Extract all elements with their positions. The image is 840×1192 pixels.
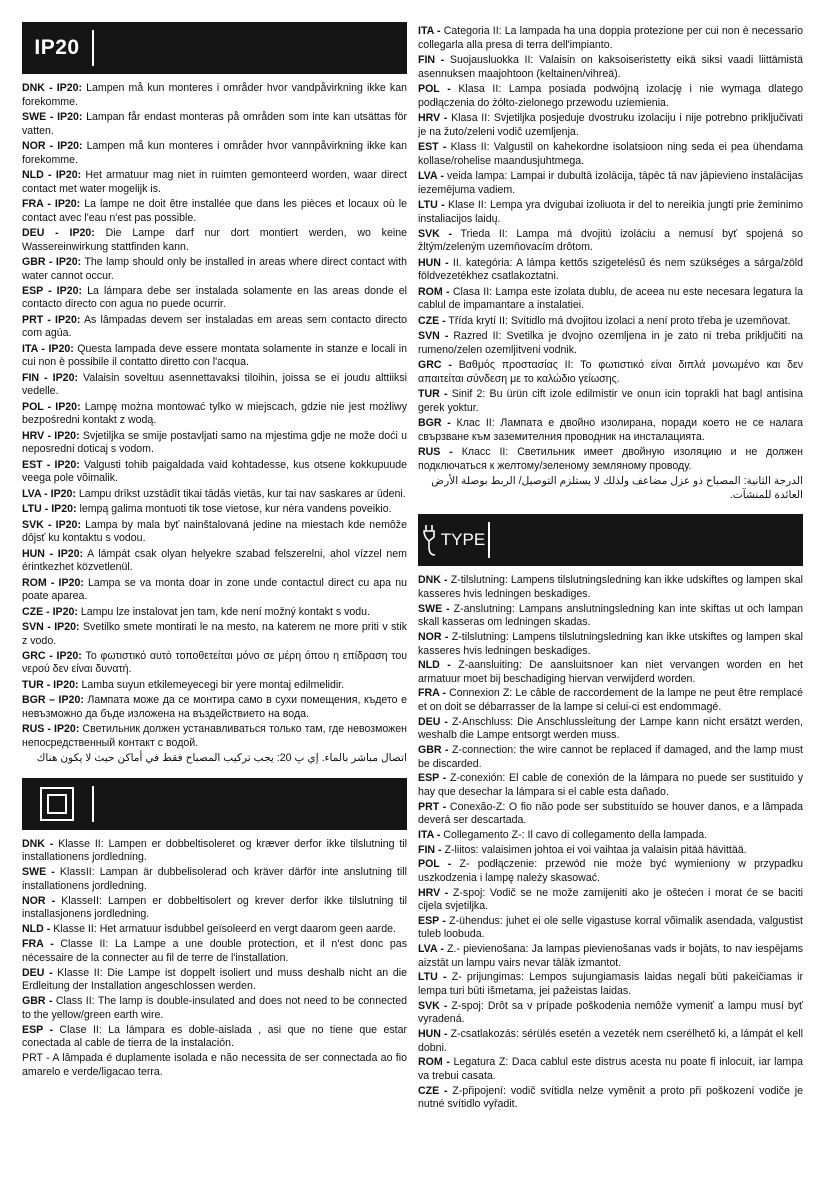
country-code: PRT - [22,1052,50,1065]
country-code: POL - [418,82,451,95]
entry-text: Class II: The lamp is double-insulated and does not need to be connected to the yellow/green earth wire. [22,995,407,1021]
entry-text: Klass II: Valgustil on kahekordne isolatsioon ning seda ei pea ühendama kollase/rohelise maandusjuhtmega. [418,140,803,167]
country-code: GRC - [418,359,452,372]
country-code: DEU - [418,715,448,728]
entry-text: Z-spoj: Drôt sa v prípade poškodenia nemôže vymeniť a lampu musí byť vyradená. [418,999,803,1026]
country-code: NLD - [22,923,51,936]
entry-text: Lampen må kun monteres i områder hvor vannpåvirkning ikke kan forekomme. [22,139,408,166]
entry-text: II. kategória: A lámpa kettős szigetelésű és nem szükséges a sárga/zöld földvezetékhez csatlakoztatni. [418,256,803,283]
entry-text: Conexão-Z: O fio não pode ser substituído se houver danos, e a lâmpada deverá ser descartada. [418,800,803,827]
entry-text: Z-tilslutning: Lampens tilslutningsledning kan ikke udskiftes og lampen skal kasseres hvis ledningen beskadiges. [418,574,803,600]
entry-text: Z-ühendus: juhet ei ole selle vigastuse korral võimalik asendada, valgustist tuleb loobuda. [418,914,803,941]
list-item [418,574,803,601]
list-item [22,111,407,138]
list-item [22,459,407,486]
list-item [418,330,803,357]
country-code: POL - IP20: [22,400,81,413]
country-code: ROM - IP20: [22,576,84,589]
list-item [418,359,803,386]
country-code: LTU - IP20: [22,503,77,516]
entry-text: Клас II: Лампата е двойно изолирана, поради което не се налага свързване към заземителния проводник на инсталацията. [418,417,804,443]
ip20-label: IP20 [34,36,80,59]
country-code: HRV - IP20: [22,429,80,442]
right-column [418,25,803,1113]
country-code: EST - IP20: [22,458,80,471]
entry-text: Suojausluokka II: Valaisin on kaksoiseristetty eikä siksi vaadi liittämistä asennuksen maajohtoon (keltainen/vihreä). [418,53,803,80]
list-item [22,995,407,1022]
list-item [22,723,407,750]
country-code: DEU - [22,966,53,979]
list-item [22,1024,407,1051]
country-code: HUN - [418,1027,448,1040]
country-code: ESP - [418,772,447,785]
country-code: GBR - [22,995,53,1008]
list-item [418,943,803,970]
list-item [22,285,407,312]
entry-text: Z.- pievienošana: Ja lampas pievienošanas vads ir bojāts, to nav iespējams aizstāt un lampu vairs nevar tālāk izmantot. [418,943,803,969]
entry-text: Лампата може да се монтира само в сухи помещения, където е невъзможно да бъде изложена на въздействието на вода. [22,694,407,720]
country-code: ROM - [418,1056,450,1069]
entry-text: Lampu lze instalovat jen tam, kde není možný kontakt s vodu. [77,605,371,618]
entry-text: Lampan får endast monteras på områden som inte kan utsättas för vatten. [22,110,407,137]
country-code: FIN - IP20: [22,371,78,384]
list-item [22,227,407,254]
list-item [418,446,803,473]
list-item [22,256,407,283]
entry-text: Z- prijungimas: Lempos sujungiamasis laidas negali būti pakeičiamas ir lempa turi būti išmetama, jei pažeistas laidas. [418,971,803,997]
country-code: CZE - [418,1084,448,1097]
entry-text: Класс II: Светильник имеет двойную изоляцию и не должен подключаться к желтому/зеленому земляному проводу. [418,446,803,472]
entry-text: La lampe ne doit être installée que dans les pièces et locaux où le contact avec l'eau n'est pas possible. [22,197,407,224]
class2-list-right [418,25,803,473]
entry-text: Το φωτιστικό αυτό τοποθετείται μόνο σε μέρη όπου η επίδραση του νερού δεν είναι δυνατή. [22,649,408,676]
ip20-list [22,82,407,750]
ip20-arabic-text: اتصال مباشر بالماء. إي پ 20: يجب تركيب المصباح فقط في أماكن حيث لا يكون هناك [36,752,407,765]
list-item [418,887,803,914]
list-item [22,866,407,893]
entry-text: A lâmpada é duplamente isolada e não necessita de ser connectada ao fio amarelo e verde/ligacao terra. [22,1052,407,1078]
list-item [418,687,803,714]
list-item [418,388,803,415]
entry-text: Trieda II: Lampa má dvojitú izoláciu a nemusí byť spojená so žltým/zeleným uzemňovacím drôtom. [418,227,803,254]
entry-text: Categoria II: La lampada ha una doppia protezione per cui non è necessario collegarla alla presa di terra dell'impianto. [418,25,804,51]
country-code: ESP - IP20: [22,284,83,297]
list-item [418,915,803,942]
list-item [22,938,407,965]
country-code: LTU - [418,971,447,984]
list-item [22,923,407,937]
entry-text: Z-připojení: vodič svítidla nelze vyměnit a proto při poškození vodiče je nutné svítidlo vyřadit. [418,1084,803,1111]
list-item [22,430,407,457]
entry-text: Klasse II: Het armatuur isdubbel geïsoleerd en vergt daarom geen aarde. [50,923,396,936]
banner-divider [488,522,490,558]
country-code: HUN - IP20: [22,547,84,560]
list-item [418,631,803,658]
list-item [418,1085,803,1112]
list-item [418,83,803,110]
banner-divider [92,786,94,822]
list-item [418,228,803,255]
entry-text: Clase II: La lámpara es doble-aislada , asi que no tiene que estar conectada al cable de tierra de la instalación. [22,1023,407,1050]
country-code: EST - [418,140,447,153]
list-item [22,519,407,546]
country-code: ROM - [418,285,450,298]
list-item [22,401,407,428]
list-item [418,112,803,139]
entry-text: La lámpara debe ser instalada solamente en las areas donde el contacto directo con agua no puede ocurrir. [22,284,407,311]
entry-text: Klasse II: Die Lampe ist doppelt isoliert und muss deshalb nicht an die Erdleitung der Installation angeschlossen werden. [22,966,408,993]
entry-text: A lámpát csak olyan helyekre szabad felszerelni, ahol vízzel nem érintkezhet közvetlenül. [22,547,407,574]
entry-text: Lampa by mala byť nainštalovaná jedine na miestach kde nemôže dôjsť ku kontaktu s vodou. [22,518,407,545]
entry-text: Z-conexión: El cable de conexión de la lámpara no puede ser sustituido y hay que desechar la lámpara si el cable esta dañado. [418,772,804,798]
list-item [418,801,803,828]
entry-text: Z-tilslutning: Lampens tilslutningsledning kan ikke utskiftes og lampen skal kasseres hvis ledningen beskadiges. [418,630,803,657]
country-code: DNK - [22,837,54,850]
list-item [418,286,803,313]
entry-text: Questa lampada deve essere montata solamente in stanze e locali in cui non è possibile il contatto diretto con l'acqua. [22,342,407,369]
entry-text: Z-Anschluss: Die Anschlussleitung der Lampe kann nicht ersätzt werden, weshalb die Lampe entsorgt werden muss. [418,715,803,742]
list-item [418,170,803,197]
list-item [418,744,803,771]
country-code: FIN - [418,843,442,856]
banner-divider [92,30,94,66]
entry-text: Svetilko smete montirati le na mesto, na katerem ne more priti v stik z vodo. [22,620,407,647]
entry-text: Z- podłączenie: przewód nie może być wymieniony w przypadku uszkodzenia i lampę należy skasować. [418,858,803,884]
entry-text: Třída krytí II: Svítidlo má dvojitou izolaci a není proto třeba je uzemňovat. [445,314,791,327]
entry-text: KlassII: Lampan är dubbelisolerad och kräver därför inte anslutning till installationens jordledning. [22,866,407,892]
entry-text: As lâmpadas devem ser instaladas em areas sem contacto directo com agúa. [22,313,407,340]
country-code: LVA - [418,943,444,956]
entry-text: Classe II: La Lampe a une double protection, et il n'est donc pas nécessaire de la connecter au fil de terre de l'installation. [22,938,407,964]
country-code: CZE - [418,314,446,327]
entry-text: Valgusti tohib paigaldada vaid kohtadesse, kus otsene kokkupuude veega pole võimalik. [22,458,408,485]
list-item [418,844,803,858]
entry-text: Lampę można montować tylko w miejscach, gdzie nie jest możliwy bezpośredni kontakt z wodą. [22,400,407,427]
list-item [22,838,407,865]
entry-text: Светильник должен устанавливаться только там, где невозможен непосредственный контакт с водой. [22,723,407,749]
list-item [418,54,803,81]
country-code: BGR – IP20: [22,694,84,707]
country-code: PRT - [418,800,447,813]
country-code: NOR - [418,630,449,643]
country-code: ITA - [418,25,441,37]
country-code: LVA - IP20: [22,487,76,500]
list-item [22,198,407,225]
entry-text: Razred II: Svetilka je dvojno ozemljena in je zato ni treba priključiti na rumeno/zelen ozemljitveni vodnik. [418,330,803,356]
list-item [418,257,803,284]
entry-text: Klasa II: Svjetiljka posjeduje dvostruku izolaciju i nije potrebno priključivati je na žuto/zeleni vodič uzemljenja. [418,111,803,138]
country-code: SVN - [418,330,449,343]
entry-text: Lamba suyun etkilemeyecegi bir yere montaj edilmelidir. [78,678,345,691]
class2-badge [22,778,92,830]
country-code: ITA - IP20: [22,342,74,355]
country-code: FRA - [418,687,446,700]
ip20-banner [22,22,407,74]
country-code: SWE - [418,602,450,615]
entry-text: Z-csatlakozás: sérülés esetén a vezeték nem cserélhető ki, a lámpát el kell dobni. [418,1027,803,1054]
country-code: HUN - [418,256,449,269]
country-code: SWE - [22,866,55,879]
country-code: ESP - [418,914,446,927]
list-item [22,343,407,370]
list-item [418,1000,803,1027]
country-code: NOR - [22,894,56,907]
list-item [22,606,407,620]
list-item [418,659,803,686]
entry-text: veida lampa: Lampai ir dubultā izolācija, tāpēc tā nav jāpievieno instalācijas iezemējuma vadiem. [418,169,803,196]
country-code: NLD - IP20: [22,168,82,181]
entry-text: lempą galima montuoti tik tose vietose, kur nėra vandens poveikio. [76,503,392,516]
country-code: RUS - IP20: [22,723,80,736]
entry-text: Svjetiljka se smije postavljati samo na mjestima gdje ne može doći u neposredni doticaj s vodom. [22,429,407,456]
country-code: NLD - [418,659,451,672]
list-item [418,603,803,630]
country-code: SVK - [418,999,448,1012]
entry-text: Clasa II: Lampa este izolata dublu, de aceea nu este necesara legatura la cablul de impamantare a instalatiei. [418,285,803,312]
entry-text: Z-liitos: valaisimen johtoa ei voi vaihtaa ja valaisin pitää hävittää. [441,843,747,856]
class2-arabic-text: الدرجة الثانية: المصباح ذو عزل مضاعف ولذلك لا يستلزم التوصيل/ الربط بوصلة الأرض العائدة للمنشآت. [431,475,803,501]
country-code: POL - [418,858,452,871]
entry-text: Βαθμός προστασίας II: Το φωτιστικό είναι διπλά μονωμένο και δεν απαιτείται σύνδεση με το καλώδιο γείωσης. [418,359,803,385]
left-column [22,22,407,1081]
country-code: LTU - [418,198,445,211]
type-label: TYPE [440,530,486,550]
list-item [22,577,407,604]
entry-text: Sinif 2: Bu ürün cift izole edilmistir ve onun icin toprakli hat bagl antisina gerek yoktur. [418,388,803,414]
list-item [22,694,407,721]
country-code: ESP - [22,1023,53,1036]
list-item [22,169,407,196]
entry-text: Z-anslutning: Lampans anslutningsledning kan inte skiftas ut och lampan skall kasseras om ledningen skadas. [418,602,803,629]
entry-text: Connexion Z: Le câble de raccordement de la lampe ne peut être remplacé et on doit se débarrasser de la lampe si celui-ci est endommagé. [418,687,803,714]
list-item [418,417,803,444]
list-item [418,199,803,226]
country-code: NOR - IP20: [22,139,83,152]
list-item [418,1056,803,1083]
list-item [418,971,803,998]
list-item [418,829,803,843]
country-code: FIN - [418,53,445,66]
list-item [22,621,407,648]
country-code: TUR - IP20: [22,678,79,691]
ip20-badge [22,22,92,74]
country-code: GRC - IP20: [22,649,82,662]
country-code: DEU - IP20: [22,226,95,239]
entry-text: The lamp should only be installed in areas where direct contact with water cannot occur. [22,255,407,282]
list-item [22,140,407,167]
entry-text: Z-spoj: Vodič se ne može zamijeniti ako je oštećen i morat će se baciti cijela svjetiljka. [418,886,803,913]
list-item [418,315,803,329]
entry-text: Lampu drīkst uzstādīt tikai tādās vietās, kur tai nav saskares ar ūdeni. [75,487,406,500]
country-code: GBR - [418,744,449,757]
list-item [418,858,803,885]
entry-text: Collegamento Z-: Il cavo di collegamento della lampada. [440,828,708,841]
entry-text: KlasseII: Lampen er dobbeltisolert og krever derfor ikke tilslutning til installasjonens jordledning. [22,894,407,921]
class2-list-left [22,838,407,1079]
list-item [22,895,407,922]
list-item [418,716,803,743]
entry-text: Klasa II: Lampa posiada podwójną izolację i nie wymaga dlatego podłączenia do żółto-zielonego przewodu uziemienia. [418,82,803,109]
list-item [418,1028,803,1055]
country-code: DNK - [418,574,448,587]
country-code: HRV - [418,111,448,124]
list-item [22,650,407,677]
country-code: LVA - [418,169,444,182]
country-code: FRA - [22,938,54,951]
entry-text: Z-connection: the wire cannot be replaced if damaged, and the lamp must be discarded. [418,744,804,770]
list-item [418,141,803,168]
country-code: DNK - IP20: [22,82,83,94]
entry-text: Het armatuur mag niet in ruimten gemonteerd worden, waar direct contact met water mogelijk is. [22,168,407,195]
list-item [22,503,407,517]
double-square-icon [40,787,74,821]
ztype-list [418,574,803,1111]
entry-text: Klasse II: Lampen er dobbeltisoleret og kræver derfor ikke tilslutning til installationens jordledning. [22,837,407,864]
country-code: SVN - IP20: [22,620,80,633]
country-code: PRT - IP20: [22,313,81,326]
entry-text: Lampen må kun monteres i områder hvor vandpåvirkning ikke kan forekomme. [22,82,407,108]
country-code: HRV - [418,886,449,899]
country-code: SWE - IP20: [22,110,83,123]
country-code: RUS - [418,446,453,459]
plug-icon [421,523,439,557]
entry-text: Legatura Z: Daca cablul este distrus acesta nu poate fi inlocuit, iar lampa va trebui casata. [418,1056,804,1082]
list-item [22,967,407,994]
country-code: ITA - [418,828,441,841]
list-item [22,372,407,399]
list-item [22,1052,407,1079]
country-code: TUR - [418,388,448,401]
list-item [22,82,407,109]
class2-banner [22,778,407,830]
country-code: CZE - IP20: [22,605,78,618]
list-item [418,25,803,52]
entry-text: Z-aansluiting: De aansluitsnoer kan niet vervangen worden en het armatuur moet bij beschadiging hiervan verwijderd worden. [418,659,803,685]
list-item [418,772,803,799]
country-code: BGR - [418,417,451,430]
list-item [22,548,407,575]
country-code: SVK - [418,227,452,240]
ztype-banner [418,514,803,566]
entry-text: Valaisin soveltuu asennettavaksi tiloihin, joissa se ei joudu alttiiksi vedelle. [22,371,407,398]
country-code: GBR - IP20: [22,255,82,268]
list-item [22,314,407,341]
entry-text: Die Lampe darf nur dort montiert werden, wo keine Wassereinwirkung stattfinden kann. [22,226,407,253]
ztype-badge [418,514,488,566]
entry-text: Klase II: Lempa yra dvigubai izoliuota ir del to nereikia jungti prie žeminimo instaliacijos laidų. [418,198,803,225]
entry-text: Lampa se va monta doar in zone unde contactul direct cu apa nu poate aparea. [22,576,407,603]
country-code: SVK - IP20: [22,518,81,531]
country-code: FRA - IP20: [22,197,81,210]
list-item [22,488,407,502]
list-item [22,679,407,693]
